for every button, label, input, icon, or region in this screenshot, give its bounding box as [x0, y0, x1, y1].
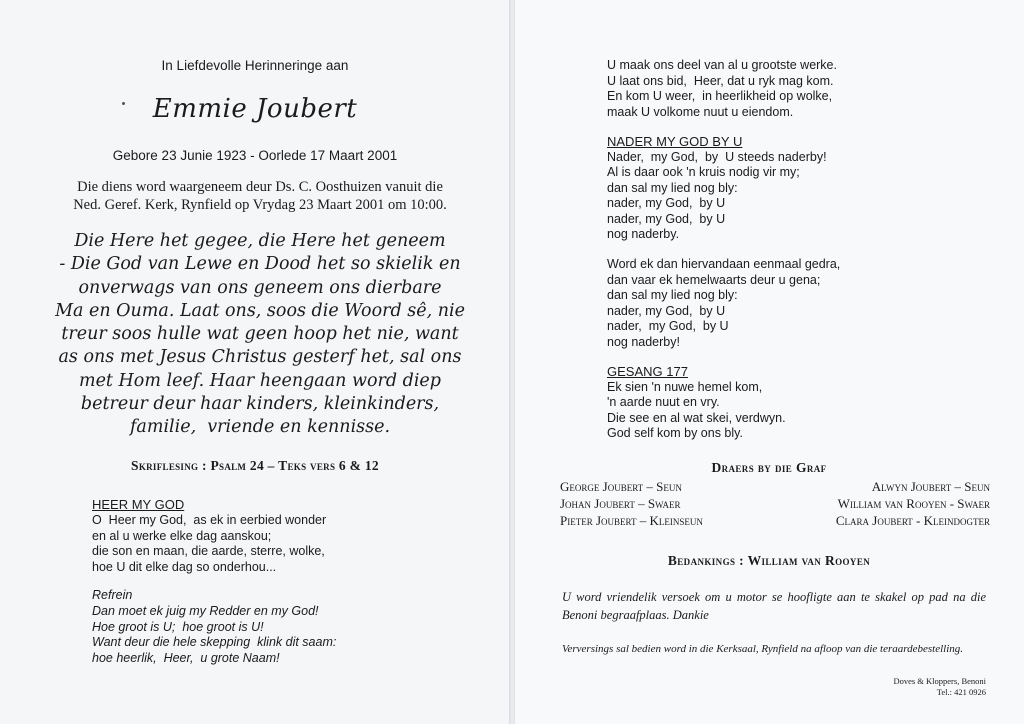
service-details — [40, 178, 480, 214]
life-dates: Gebore 23 Junie 1923 - Oorlede 17 Maart 2001 — [112, 148, 398, 163]
refrain-line: hoe heerlik, Heer, u grote Naam! — [92, 651, 280, 666]
refrain-line: Dan moet ek juig my Redder en my God! — [92, 603, 319, 618]
undertaker-phone: Tel.: 421 0926 — [936, 687, 986, 697]
hymn-line: God self kom by ons bly. — [607, 426, 743, 440]
bearer-name: Alwyn Joubert – Seun — [871, 479, 990, 494]
hymn-line: Nader, my God, by U steeds naderby! — [607, 149, 827, 164]
scripture-reading: Skriflesing : Psalm 24 – Teks vers 6 & 12 — [131, 458, 379, 473]
undertaker-info — [850, 676, 986, 698]
hymn-title: HEER MY GOD — [92, 497, 185, 512]
verse-line: betreur deur haar kinders, kleinkinders, — [80, 394, 440, 415]
hymn-gesang-177 — [607, 364, 786, 442]
hymn-line: nog naderby. — [607, 227, 680, 241]
hymn-line: 'n aarde nuut en vry. — [607, 395, 720, 409]
hymn-line: hoe U dit elke dag so onderhou... — [92, 560, 277, 575]
hymn-nader-my-god — [607, 134, 827, 243]
refrain-line: Want deur die hele skepping klink dit saam: — [92, 635, 337, 650]
verse-line: met Hom leef. Haar heengaan word diep — [78, 370, 441, 391]
bearer-row — [560, 478, 990, 495]
bearer-row — [560, 512, 990, 529]
hymn-line: nader, my God, by U — [607, 196, 726, 210]
headlights-request: U word vriendelik versoek om u motor se hoofligte aan te skakel op pad na die Benoni begraafplaas. Dankie — [562, 590, 986, 622]
hymn-line: nader, my God, by U — [607, 303, 726, 318]
hymn-line: U laat ons bid, Heer, dat u ryk mag kom. — [607, 73, 834, 88]
service-line: Ned. Geref. Kerk, Rynfield op Vrydag 23 Maart 2001 om 10:00. — [73, 197, 447, 213]
hymn-verse-2 — [607, 257, 840, 350]
verse-line: treur soos hulle wat geen hoop het nie, want — [61, 324, 459, 345]
hymn-line: dan sal my lied nog bly: — [607, 288, 738, 302]
verse-line: familie, vriende en kennisse. — [129, 417, 391, 438]
bearers-heading: Draers by die Graf — [711, 460, 827, 475]
bearer-name: Clara Joubert - Kleindogter — [835, 513, 990, 528]
verse-line: onverwags van ons geneem ons dierbare — [78, 277, 442, 298]
hymn-line: dan sal my lied nog bly: — [607, 180, 738, 195]
verse-line: as ons met Jesus Christus gesterf het, sal ons — [58, 347, 462, 368]
deceased-name: Emmie Joubert — [152, 94, 358, 124]
bearer-name: Pieter Joubert – Kleinseun — [560, 513, 703, 528]
verse-line: Ma en Ouma. Laat ons, soos die Woord sê, nie — [55, 300, 465, 321]
refrain — [92, 588, 336, 667]
bearer-name: William van Rooyen - Swaer — [837, 496, 990, 511]
hymn-line: nog naderby! — [607, 334, 680, 349]
refreshments-note: Verversings sal bedien word in die Kerksaal, Rynfield na afloop van die teraardebestelling. — [562, 643, 964, 655]
undertaker-name: Doves & Kloppers, Benoni — [893, 676, 986, 686]
hymn-line: dan vaar ek hemelwaarts deur u gena; — [607, 272, 821, 287]
hymn-line: en al u werke elke dag aanskou; — [92, 528, 272, 543]
verse-line: - Die God van Lewe en Dood het so skielik en — [59, 254, 461, 275]
verse-line: Die Here het gegee, die Here het geneem — [74, 231, 446, 251]
bearer-name: Johan Joubert – Swaer — [560, 496, 681, 511]
hymn-title: NADER MY GOD BY U — [607, 134, 743, 149]
hymn-line: En kom U weer, in heerlikheid op wolke, — [607, 89, 833, 103]
hymn-title: GESANG 177 — [607, 364, 688, 379]
bearer-row — [560, 495, 990, 512]
hymn-line: nader, my God, by U — [607, 319, 729, 333]
hymn-line: die son en maan, die aarde, sterre, wolke, — [92, 544, 325, 559]
hymn-line: nader, my God, by U — [607, 211, 726, 226]
bearers-list — [560, 478, 990, 529]
hymn-line: maak U volkome nuut u eiendom. — [607, 104, 794, 119]
hymn-line: Al is daar ook 'n kruis nodig vir my; — [607, 165, 800, 179]
hymn-line: Word ek dan hiervandaan eenmaal gedra, — [607, 257, 841, 271]
bearer-name: George Joubert – Seun — [560, 479, 682, 494]
service-line: Die diens word waargeneem deur Ds. C. Oosthuizen vanuit die — [77, 179, 443, 195]
hymn-line: O Heer my God, as ek in eerbied wonder — [92, 512, 327, 527]
memorial-verse — [30, 230, 490, 440]
hymn-line: Die see en al wat skei, verdwyn. — [607, 410, 786, 425]
refrain-line: Hoe groot is U; hoe groot is U! — [92, 619, 264, 634]
intro-heading: In Liefdevolle Herinneringe aan — [161, 58, 349, 73]
thanks-heading: Bedankings : William van Rooyen — [667, 553, 871, 568]
hymn-heer-my-god — [92, 497, 326, 576]
hymn-continuation — [607, 58, 837, 120]
refrain-title: Refrein — [92, 588, 133, 602]
hymn-line: Ek sien 'n nuwe hemel kom, — [607, 379, 763, 394]
hymn-line: U maak ons deel van al u grootste werke. — [607, 58, 837, 72]
